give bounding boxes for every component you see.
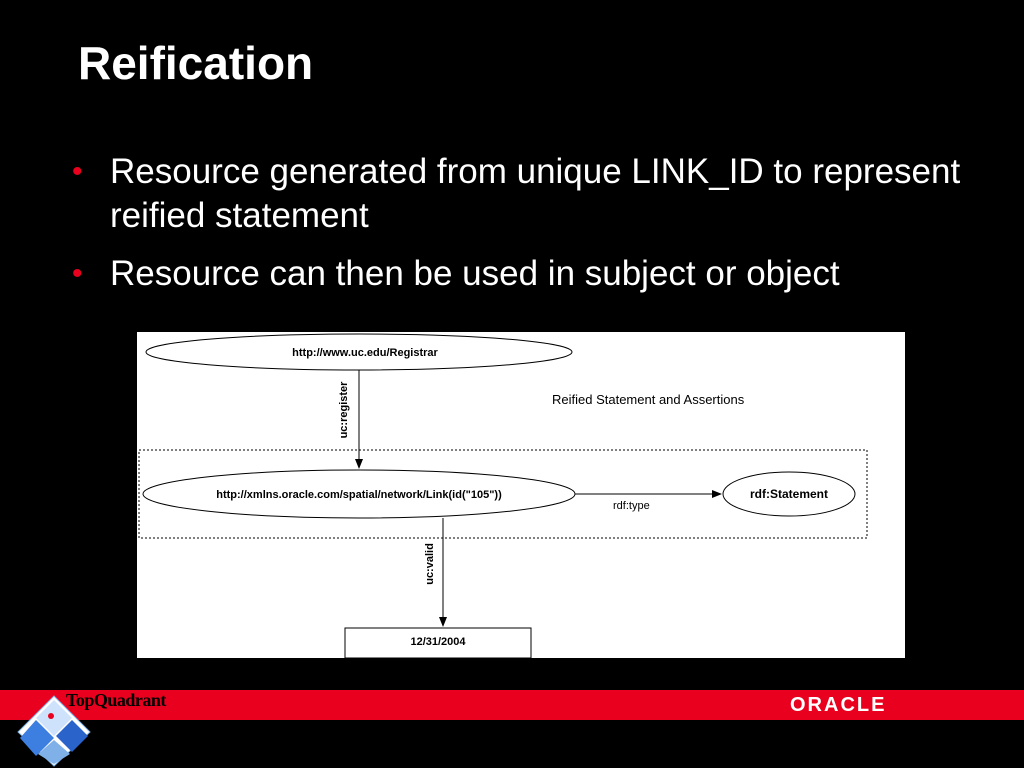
bullet-item xyxy=(72,252,972,296)
diagram-canvas xyxy=(137,332,905,658)
topquadrant-logo-text: TopQuadrant xyxy=(66,690,166,710)
valid-edge-label: uc:valid xyxy=(424,543,436,585)
registrar-label: http://www.uc.edu/Registrar xyxy=(292,347,438,359)
date-label: 12/31/2004 xyxy=(410,636,466,648)
bullet-text: Resource can then be used in subject or object xyxy=(110,254,840,293)
reification-diagram xyxy=(137,332,905,658)
register-edge-label: uc:register xyxy=(338,381,350,439)
slide-title: Reification xyxy=(78,37,314,89)
bullet-text: Resource generated from unique LINK_ID to represent reified statement xyxy=(110,152,961,235)
statement-label: rdf:Statement xyxy=(749,487,829,501)
diagram-caption: Reified Statement and Assertions xyxy=(552,392,745,407)
type-edge-label: rdf:type xyxy=(613,500,650,512)
bullet-dot-icon: • xyxy=(72,257,83,290)
bullet-item xyxy=(72,150,972,238)
oracle-logo: ORACLE xyxy=(790,694,887,716)
bullet-list xyxy=(72,150,972,310)
bullet-dot-icon: • xyxy=(72,155,83,188)
link-label: http://xmlns.oracle.com/spatial/network/Link(id("105")) xyxy=(216,489,502,501)
